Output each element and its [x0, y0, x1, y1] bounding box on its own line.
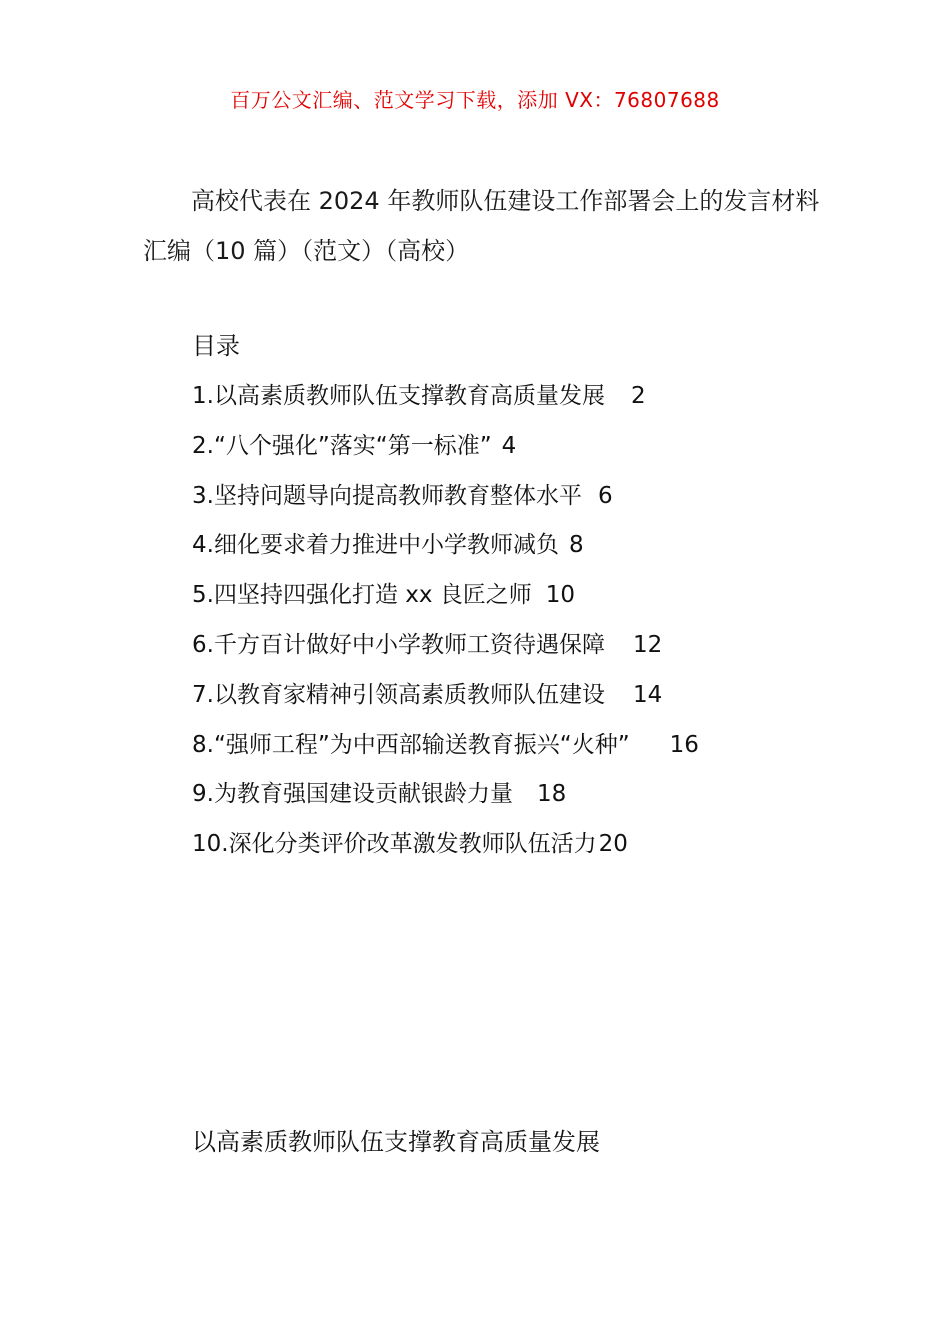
toc-item[interactable]: [192, 525, 852, 575]
toc-item-page: 18: [536, 781, 567, 808]
section-heading: 以高素质教师队伍支撑教育高质量发展: [192, 1128, 600, 1156]
toc-item-title: 3.坚持问题导向提高教师教育整体水平: [192, 482, 582, 509]
toc-item-title: 2.“八个强化”落实“第一标准”: [192, 432, 492, 459]
toc-item-page: 6: [597, 482, 613, 509]
document-title: 高校代表在 2024 年教师队伍建设工作部署会上的发言材料汇编（10 篇）（范文）（高校）: [143, 187, 820, 265]
toc-item[interactable]: [192, 476, 852, 526]
toc-item[interactable]: [192, 824, 852, 874]
toc-item-title: 5.四坚持四强化打造 xx 良匠之师: [192, 582, 532, 609]
toc-item[interactable]: [192, 774, 852, 824]
toc-item-page: 8: [568, 532, 584, 559]
toc-item-title: 1.以高素质教师队伍支撑教育高质量发展: [192, 383, 605, 409]
toc-item-title: 9.为教育强国建设贡献银龄力量: [192, 781, 513, 808]
toc-item-page: 4: [501, 432, 517, 459]
toc-item-title: 8.“强师工程”为中西部输送教育振兴“火种”: [192, 731, 630, 758]
toc-item-page: 14: [632, 681, 663, 708]
header-banner: 百万公文汇编、范文学习下载，添加 VX：76807688: [230, 88, 720, 112]
toc-item[interactable]: [192, 575, 852, 625]
toc-item-title: 10.深化分类评价改革激发教师队伍活力: [192, 831, 597, 858]
toc-item-page: 2: [630, 383, 646, 409]
toc-item-page: 16: [669, 731, 699, 758]
toc-item-title: 4.细化要求着力推进中小学教师减负: [192, 532, 559, 559]
toc-item[interactable]: [192, 376, 852, 426]
toc-item[interactable]: [192, 426, 852, 476]
toc-item[interactable]: [192, 625, 852, 675]
toc-item-page: 12: [632, 631, 663, 658]
toc-item-page: 10: [545, 582, 576, 609]
toc-item[interactable]: [192, 675, 852, 725]
table-of-contents: [192, 376, 852, 874]
toc-item[interactable]: [192, 725, 852, 775]
toc-heading: 目录: [192, 332, 240, 360]
toc-item-page: 20: [598, 831, 628, 858]
toc-item-title: 6.千方百计做好中小学教师工资待遇保障: [192, 631, 605, 658]
toc-item-title: 7.以教育家精神引领高素质教师队伍建设: [192, 681, 605, 708]
